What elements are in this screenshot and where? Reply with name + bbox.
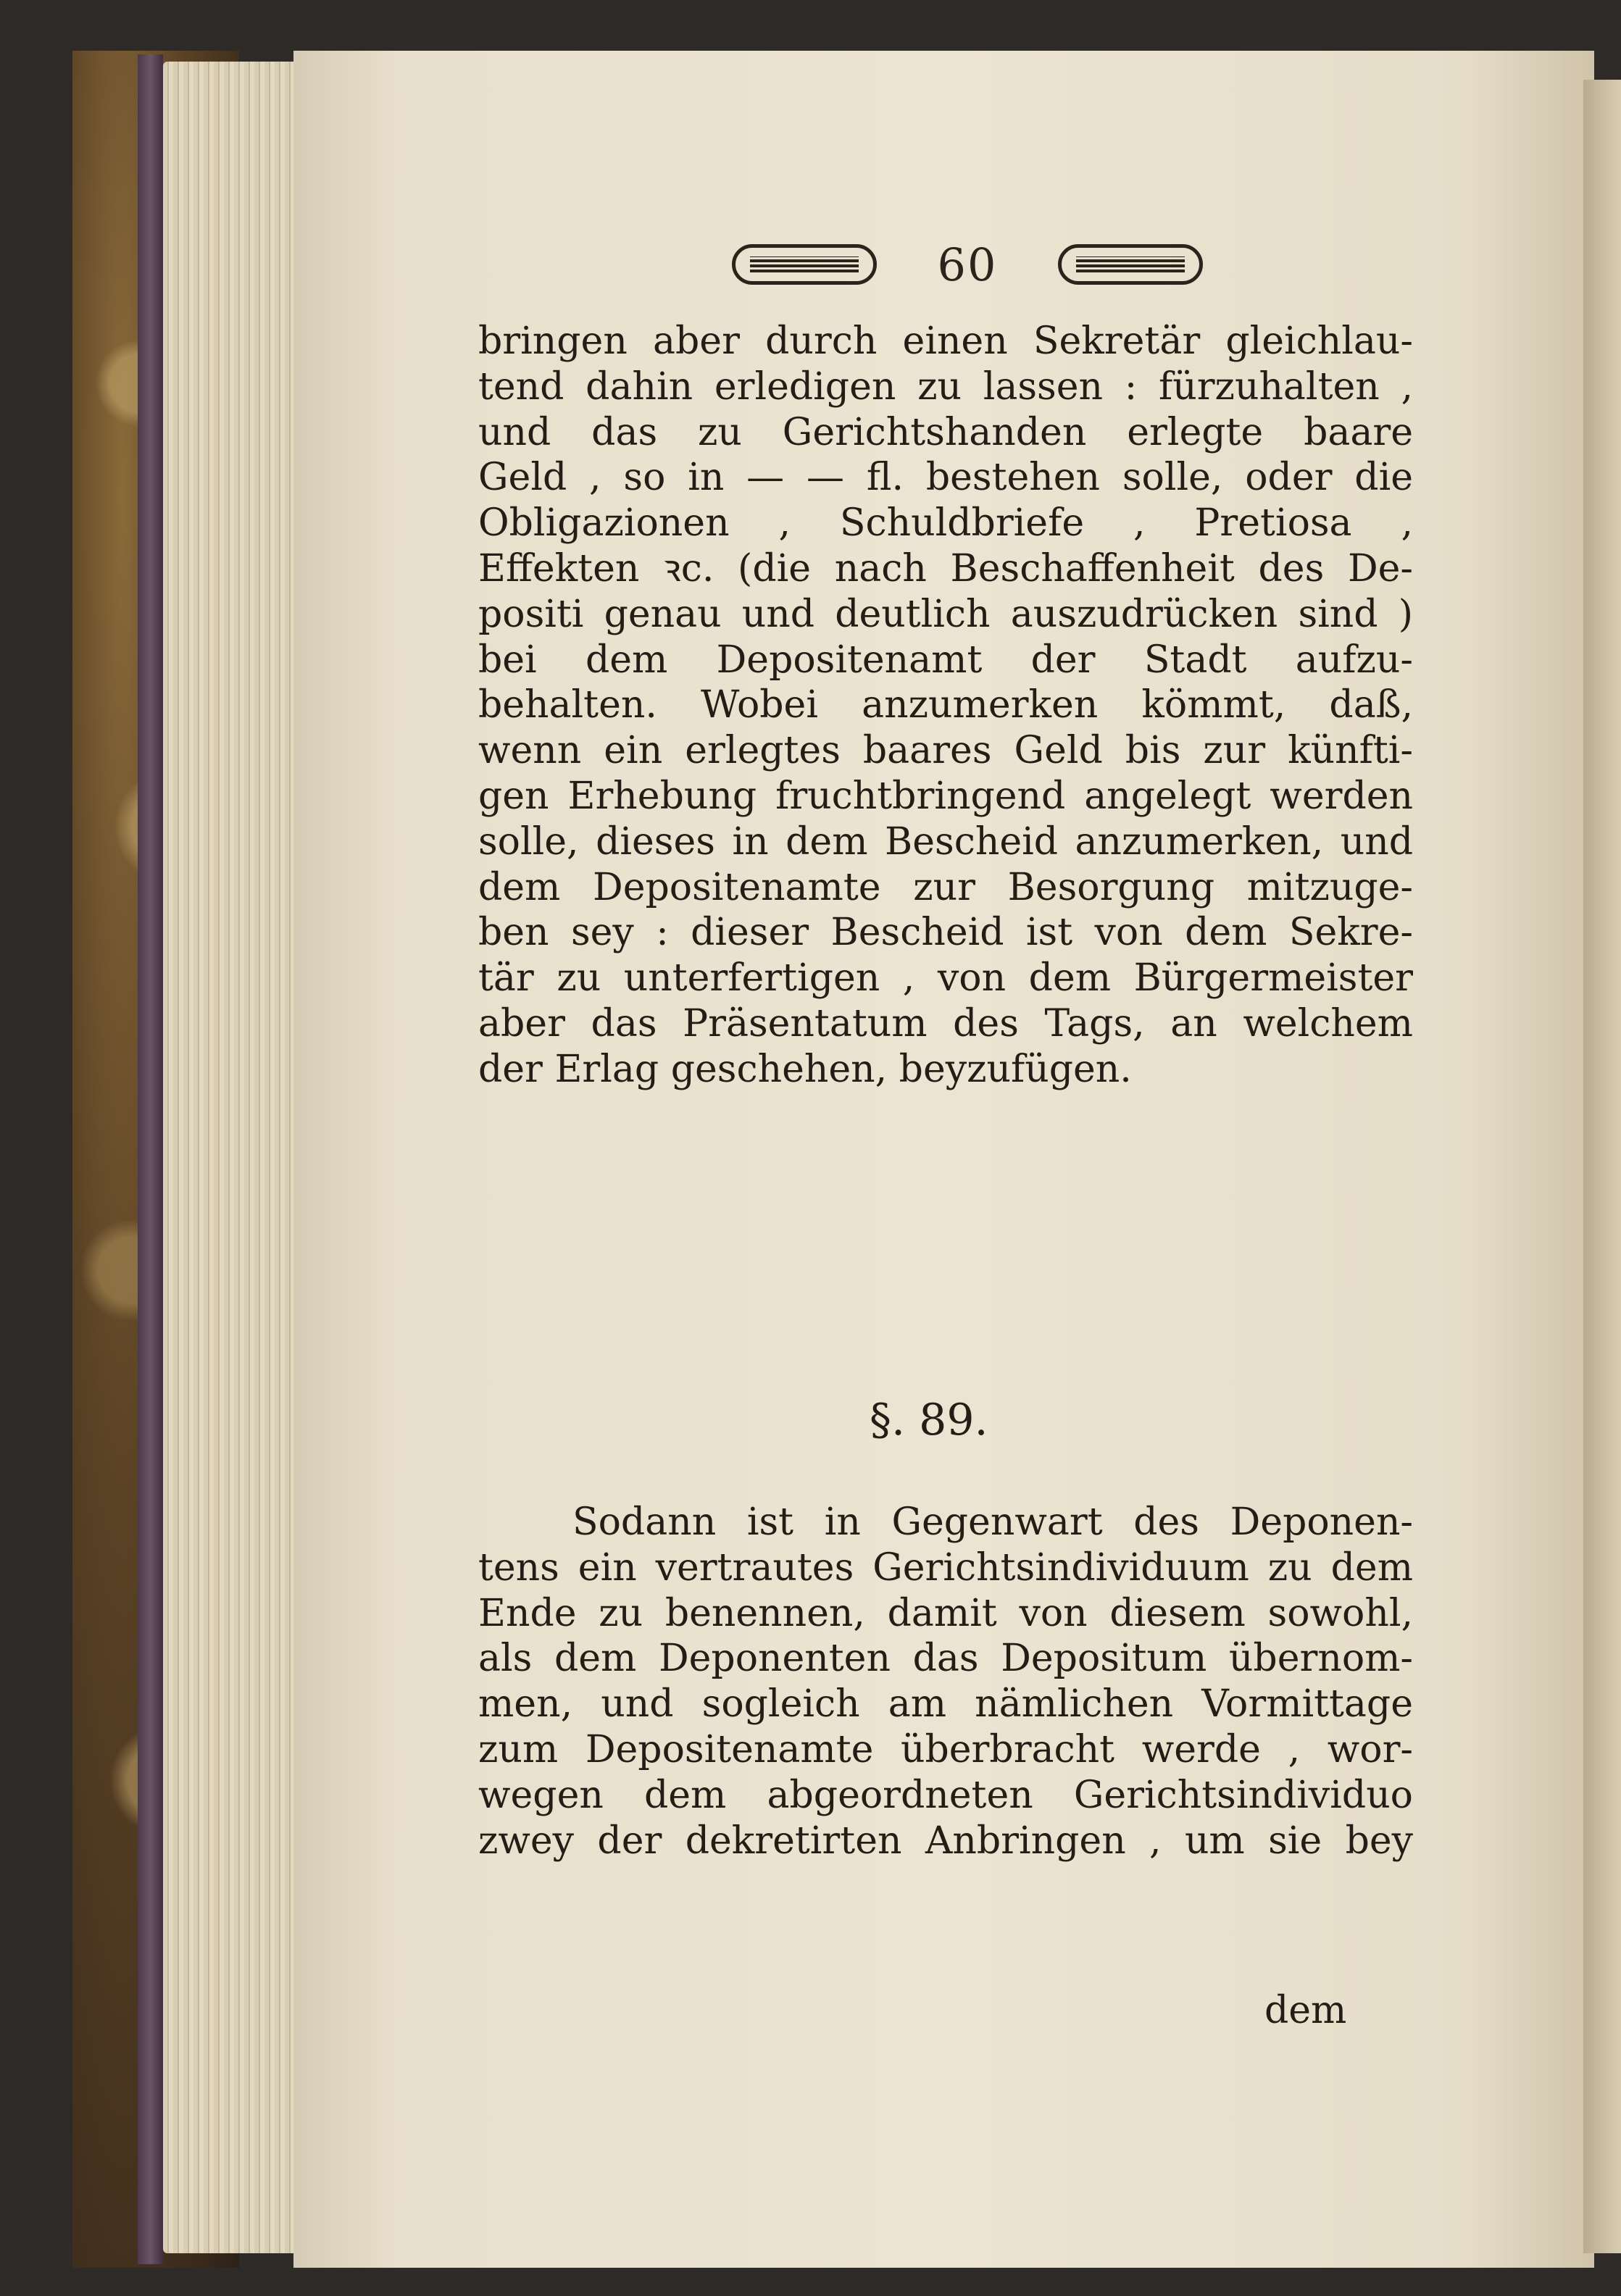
paragraph-1 xyxy=(478,319,1413,1093)
text-line: tend dahin erledigen zu lassen : fürzuhalten , xyxy=(478,364,1413,409)
text-line: dem Depositenamte zur Besorgung mitzuge- xyxy=(478,865,1413,909)
page-edges xyxy=(163,62,297,2253)
text-line: Obligazionen , Schuldbriefe , Pretiosa , xyxy=(478,501,1413,546)
text-line: solle, dieses in dem Bescheid anzumerken, und xyxy=(478,819,1413,864)
text-line: aber das Präsentatum des Tags, an welchem xyxy=(478,1001,1413,1045)
page-number: 60 xyxy=(937,238,998,291)
text-line: positi genau und deutlich auszudrücken sind ) xyxy=(478,592,1413,636)
text-line: und das zu Gerichtshanden erlegte baare xyxy=(478,410,1413,454)
catchword: dem xyxy=(1264,1989,1347,2032)
text-line: wegen dem abgeordneten Gerichtsindividuo xyxy=(478,1773,1413,1817)
text-line: Geld , so in — — fl. bestehen solle, oder die xyxy=(478,456,1413,500)
text-line: Ende zu benennen, damit von diesem sowohl, xyxy=(478,1591,1413,1635)
right-ornament-icon xyxy=(1058,244,1203,285)
text-line: bringen aber durch einen Sekretär gleichlau- xyxy=(478,320,1413,363)
text-line: tens ein vertrautes Gerichtsindividuum zu dem xyxy=(478,1545,1413,1590)
paragraph-2 xyxy=(478,1500,1413,1863)
section-heading: §. 89. xyxy=(870,1395,988,1445)
text-line: bei dem Depositenamt der Stadt aufzu- xyxy=(478,638,1413,682)
text-line: ben sey : dieser Bescheid ist von dem Sekre- xyxy=(478,911,1413,955)
left-ornament-icon xyxy=(732,244,877,285)
text-line: wenn ein erlegtes baares Geld bis zur künfti- xyxy=(478,729,1413,773)
text-line: behalten. Wobei anzumerken kömmt, daß, xyxy=(478,683,1413,727)
binding-strip xyxy=(138,54,163,2264)
text-line: zum Depositenamte überbracht werde , wor- xyxy=(478,1727,1413,1771)
text-line: zwey der dekretirten Anbringen , um sie bey xyxy=(478,1819,1413,1863)
text-line: Effekten ꝛc. (die nach Beschaffenheit des De- xyxy=(478,546,1413,590)
text-line: gen Erhebung fruchtbringend angelegt werden xyxy=(478,774,1413,818)
text-line: tär zu unterfertigen , von dem Bürgermeister xyxy=(478,956,1413,1001)
text-line: Sodann ist in Gegenwart des Deponen- xyxy=(572,1500,1413,1544)
text-line: der Erlag geschehen, beyzufügen. xyxy=(478,1047,1132,1091)
right-page-edge xyxy=(1583,80,1621,2253)
text-line: men, und sogleich am nämlichen Vormittage xyxy=(478,1682,1413,1727)
text-line: als dem Deponenten das Depositum übernom- xyxy=(478,1637,1413,1681)
page-header xyxy=(732,232,1203,297)
